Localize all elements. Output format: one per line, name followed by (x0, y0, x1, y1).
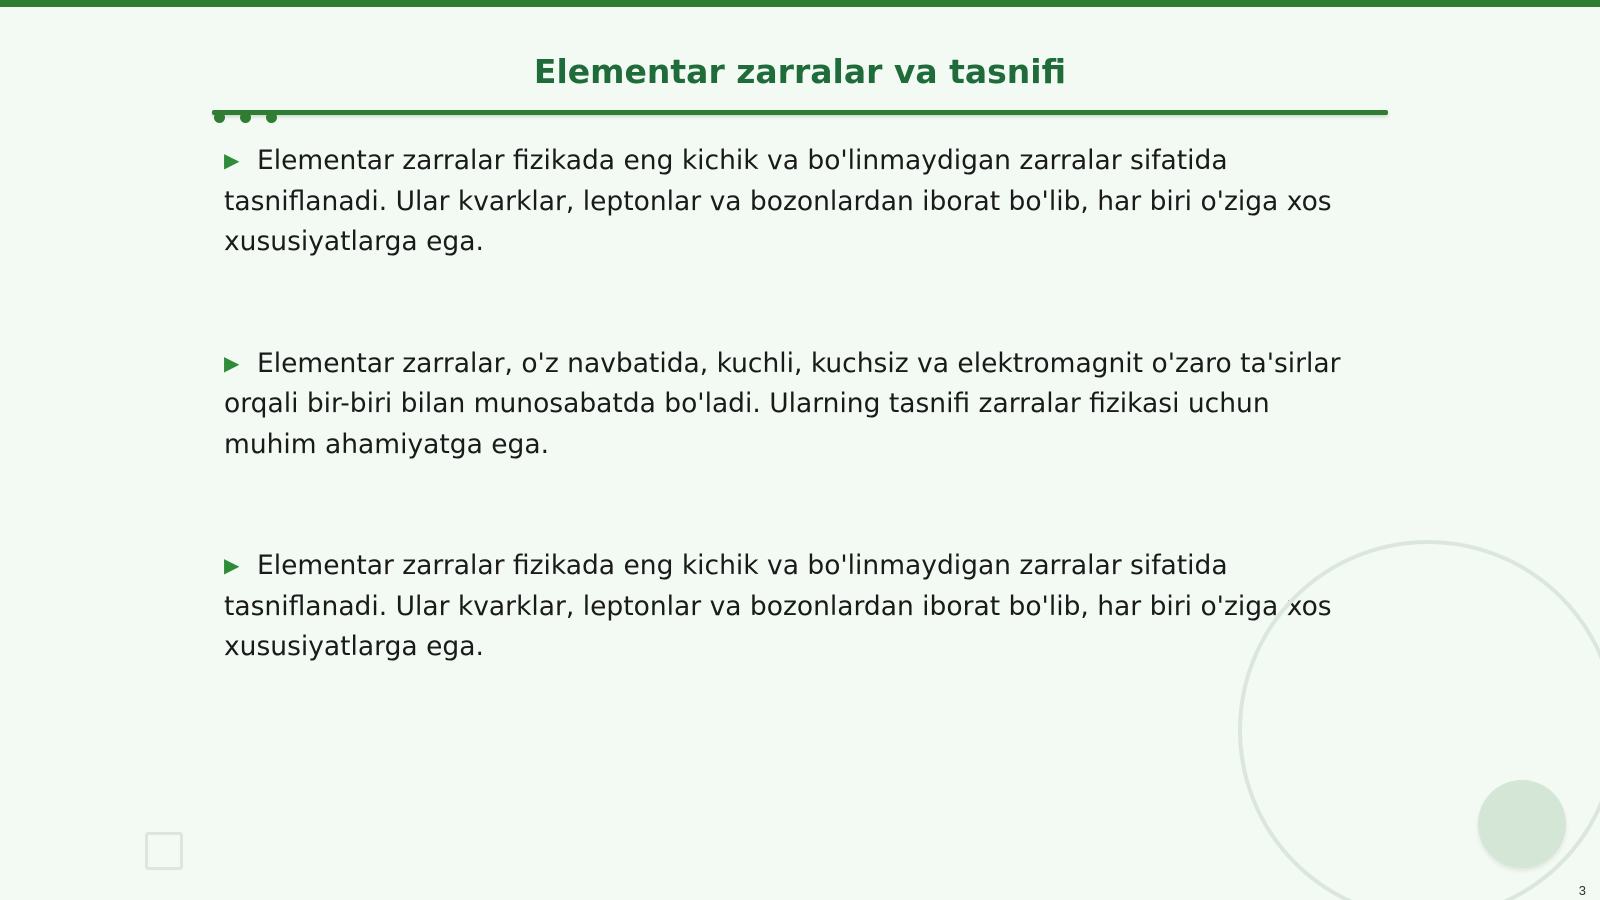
decor-dot (240, 112, 251, 123)
page-number: 3 (1578, 883, 1586, 898)
bullet-list (224, 140, 1354, 748)
triangle-bullet-icon: ▶ (224, 148, 240, 172)
decor-square (145, 832, 183, 870)
paragraph-text: Elementar zarralar fizikada eng kichik va bo'linmaydigan zarralar sifatida tasniflanadi. Ular kvarklar, leptonlar va bozonlardan iborat bo'lib, har biri o'ziga xos xususiyatlarga ega. (224, 550, 1332, 662)
decor-circle (1478, 780, 1566, 868)
bullet-paragraph-1 (224, 140, 1354, 263)
paragraph-text: Elementar zarralar, o'z navbatida, kuchli, kuchsiz va elektromagnit o'zaro ta'sirlar orqali bir-biri bilan munosabatda bo'ladi. Ularning tasnifi zarralar fizikasi uchun muhim ahamiyatga ega. (224, 347, 1341, 460)
decor-dot (266, 112, 277, 123)
bullet-paragraph-2 (224, 343, 1354, 466)
bullet-paragraph-3 (224, 545, 1354, 668)
title-underline (212, 110, 1388, 115)
triangle-bullet-icon: ▶ (224, 553, 240, 577)
paragraph-text: Elementar zarralar fizikada eng kichik va bo'linmaydigan zarralar sifatida tasniflanadi. Ular kvarklar, leptonlar va bozonlardan iborat bo'lib, har biri o'ziga xos xususiyatlarga ega. (224, 145, 1332, 257)
top-accent-bar (0, 0, 1600, 7)
decor-dot (214, 112, 225, 123)
triangle-bullet-icon: ▶ (224, 350, 240, 375)
slide-title: Elementar zarralar va tasnifi (533, 52, 1067, 91)
